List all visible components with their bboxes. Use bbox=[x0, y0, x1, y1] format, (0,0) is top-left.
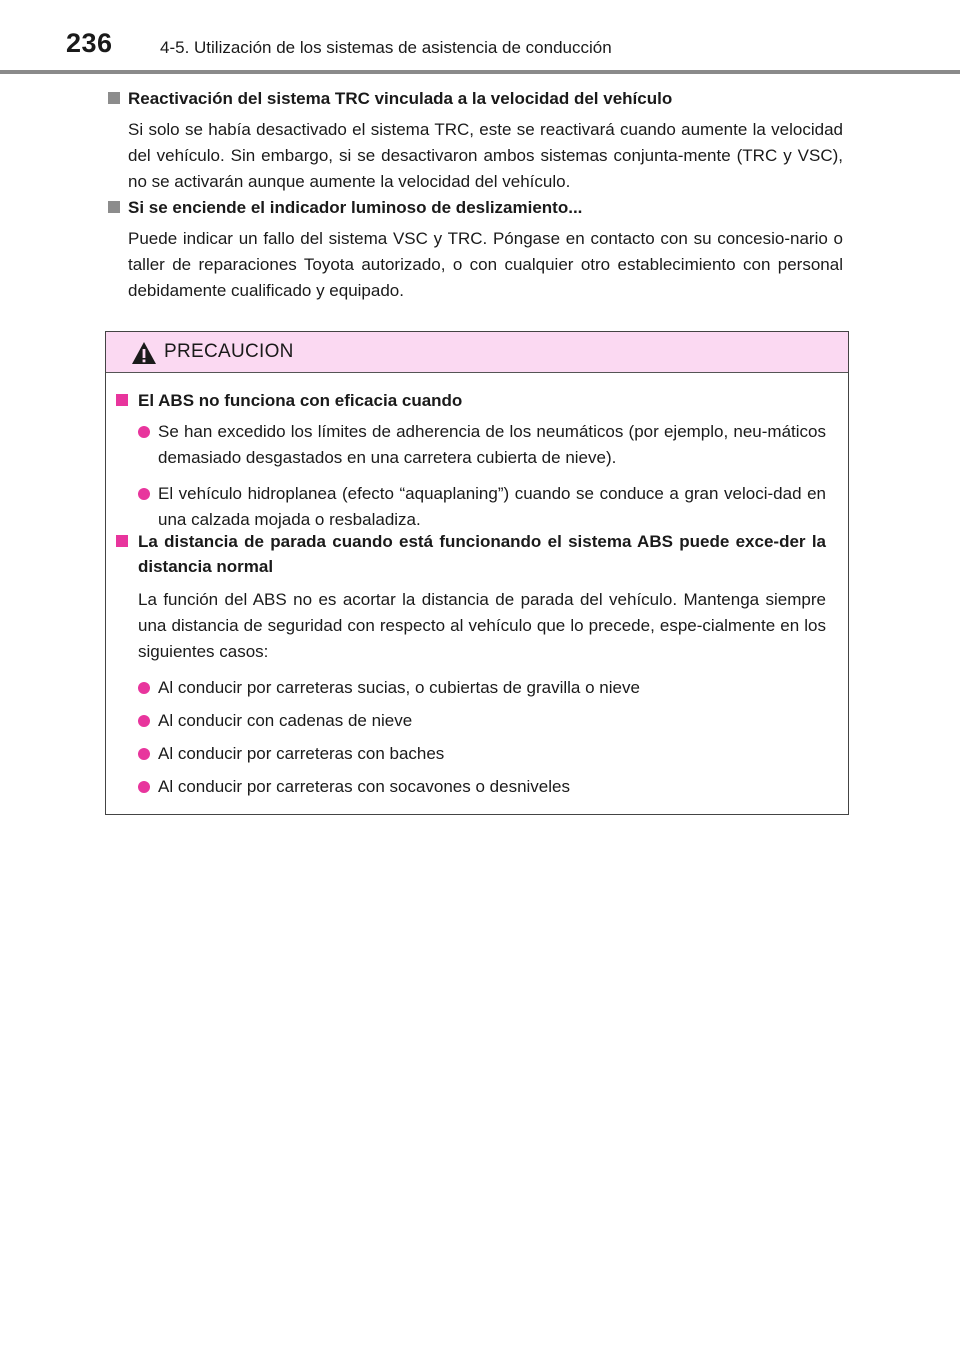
pink-dot-bullet-icon bbox=[138, 715, 150, 727]
section-heading bbox=[108, 195, 843, 220]
page-header bbox=[0, 0, 960, 76]
caution-item-abs-ineffective bbox=[116, 388, 826, 533]
section-body: Si solo se había desactivado el sistema TRC, este se reactivará cuando aumente la velocidad del vehículo. Sin embargo, si se desactivaron ambos sistemas conjunta-mente (TRC y VSC), no se activarán aunque aumente la velocidad del vehículo. bbox=[128, 120, 843, 191]
list-item bbox=[116, 675, 826, 701]
caution-box bbox=[105, 331, 849, 815]
list-item-text: Al conducir por carreteras con socavones o desniveles bbox=[158, 777, 570, 796]
caution-item-heading bbox=[116, 388, 826, 413]
pink-dot-bullet-icon bbox=[138, 682, 150, 694]
caution-item-heading-text: La distancia de parada cuando está funcionando el sistema ABS puede exce-der la distancia normal bbox=[138, 532, 826, 576]
section-heading-text: Si se enciende el indicador luminoso de deslizamiento... bbox=[128, 198, 583, 217]
caution-item-body: La función del ABS no es acortar la distancia de parada del vehículo. Mantenga siempre una distancia de seguridad con respecto al vehículo que lo precede, espe-cialmente en los siguientes casos: bbox=[138, 590, 826, 661]
list-item-text: Al conducir por carreteras con baches bbox=[158, 744, 445, 763]
gray-square-bullet-icon bbox=[108, 201, 120, 213]
chapter-title: 4-5. Utilización de los sistemas de asistencia de conducción bbox=[160, 38, 612, 57]
gray-square-bullet-icon bbox=[108, 92, 120, 104]
section-slip-indicator bbox=[108, 195, 843, 304]
page-number: 236 bbox=[66, 28, 113, 58]
list-item-text: El vehículo hidroplanea (efecto “aquaplaning”) cuando se conduce a gran veloci-dad en una calzada mojada o resbaladiza. bbox=[158, 484, 826, 529]
list-item-text: Se han excedido los límites de adherencia de los neumáticos (por ejemplo, neu-máticos demasiado desgastados en una carretera cubierta de nieve). bbox=[158, 422, 826, 467]
list-item bbox=[116, 481, 826, 533]
header-rule bbox=[0, 70, 960, 74]
caution-header bbox=[106, 332, 848, 373]
pink-dot-bullet-icon bbox=[138, 781, 150, 793]
caution-item-stopping-distance bbox=[116, 529, 826, 800]
section-heading-text: Reactivación del sistema TRC vinculada a la velocidad del vehículo bbox=[128, 89, 673, 108]
list-item-text: Al conducir con cadenas de nieve bbox=[158, 711, 413, 730]
caution-item-heading bbox=[116, 529, 826, 579]
pink-square-bullet-icon bbox=[116, 535, 128, 547]
warning-triangle-icon bbox=[131, 341, 157, 365]
list-item bbox=[116, 741, 826, 767]
list-item bbox=[116, 774, 826, 800]
pink-dot-bullet-icon bbox=[138, 426, 150, 438]
list-item-text: Al conducir por carreteras sucias, o cubiertas de gravilla o nieve bbox=[158, 678, 640, 697]
section-trc-reactivation bbox=[108, 86, 843, 195]
caution-item-heading-text: El ABS no funciona con eficacia cuando bbox=[138, 391, 463, 410]
list-item bbox=[116, 419, 826, 471]
section-heading bbox=[108, 86, 843, 111]
section-body: Puede indicar un fallo del sistema VSC y TRC. Póngase en contacto con su concesio-nario o taller de reparaciones Toyota autorizado, o con cualquier otro establecimiento con personal debidamente cualificado y equipado. bbox=[128, 229, 843, 300]
pink-dot-bullet-icon bbox=[138, 488, 150, 500]
pink-square-bullet-icon bbox=[116, 394, 128, 406]
pink-dot-bullet-icon bbox=[138, 748, 150, 760]
caution-title: PRECAUCION bbox=[164, 341, 294, 362]
list-item bbox=[116, 708, 826, 734]
